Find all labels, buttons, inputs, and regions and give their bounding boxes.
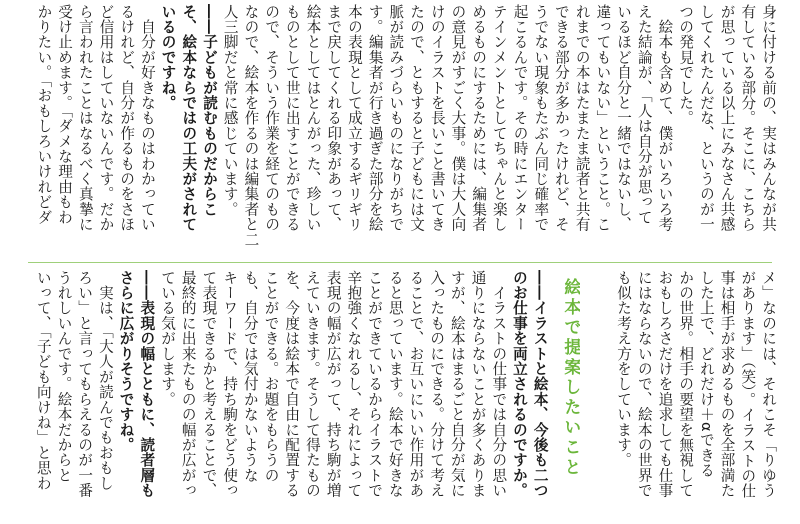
top-question-line: いるのですね。 (159, 4, 177, 111)
top-text-line: たので、ともすると子どもには文 (408, 4, 426, 232)
article-top-tier (0, 4, 800, 256)
bottom-text-line: ることで、お互いにいい作用があ (407, 270, 425, 498)
bottom-text-line: ことができる。お題をもらうの (262, 270, 280, 483)
section-divider (28, 262, 772, 263)
top-text-line: 身に付ける前の、実はみんなが共 (760, 4, 777, 232)
bottom-text-line: すが、絵本はまるごと自分が気に (448, 270, 466, 498)
article-bottom-tier (0, 270, 800, 516)
top-text-line: 有している部分。そこに、こちら (739, 4, 757, 232)
top-text-line: できる部分が多かったけれど、そ (552, 4, 570, 232)
bottom-text-line: 入ったものにできる。分けて考え (428, 270, 446, 498)
top-text-line: うでない現象もたぶん同じ確率で (532, 4, 550, 232)
bottom-text-line: ろい」と言ってもらえるのが一番 (76, 270, 94, 498)
top-text-line: つの発見でした。 (677, 4, 695, 126)
top-text-line: いるほど自分と一緒ではないし、 (615, 4, 633, 232)
bottom-text-line: ている気がします。 (159, 270, 177, 407)
top-question-line: そ、絵本ならではの工夫がされて (180, 4, 198, 232)
bottom-text-line: も似た考え方をしています。 (615, 270, 633, 468)
bottom-question-line: ――表現の幅とともに、読者層も (138, 270, 156, 498)
bottom-text-line: ると思っています。絵本で好きな (386, 270, 404, 498)
bottom-text-line: イラストの仕事では自分の思い (490, 270, 508, 498)
top-text-line: 起こるんです。その時にエンター (511, 4, 529, 232)
bottom-text-line: うれしいんです。絵本だからと (55, 270, 73, 483)
top-text-line: えた結論が、「人は自分が思って (635, 4, 653, 225)
top-text-line: 本の表現として成立するギリギリ (345, 4, 363, 232)
bottom-text-line: 最終的に出来たものの幅が広がっ (179, 270, 197, 498)
top-text-line: れまでの本はたまたま読者と共有 (573, 4, 591, 232)
top-text-line: 受け止めます。「ダメな理由もわ (56, 4, 74, 225)
section-heading: 絵本で提案したいこと (560, 278, 581, 478)
top-text-line: まで戻してくれる印象があって、 (325, 4, 343, 232)
top-text-line: なので、絵本を作るのは編集者と二 (242, 4, 260, 248)
bottom-question-line: さらに広がりそうですね。 (117, 270, 135, 453)
bottom-text-line: した上で、どれだけ＋αできる (697, 270, 715, 478)
top-text-line: 人三脚だと常に感じています。 (221, 4, 239, 217)
bottom-text-line: も、自分では気付かないような (241, 270, 259, 483)
top-text-line: 自分が好きなものはわかってい (138, 4, 156, 232)
bottom-text-line: かの世界。相手の要望を無視して (677, 270, 695, 498)
bottom-text-line: ことができているからイラストで (366, 270, 384, 498)
top-text-line: ど信用はしていないんです。だか (97, 4, 115, 232)
top-text-line: けのイラストを長いこと書いてき (428, 4, 446, 232)
bottom-text-line: キーワードで、持ち駒をどう使っ (221, 270, 239, 498)
top-text-line: かりたい。「おもしろいけれどダ (35, 4, 53, 225)
bottom-text-line: えていきます。そうして得たもの (303, 270, 321, 498)
bottom-text-line: 辛抱強くなれるし、それによって (345, 270, 363, 498)
top-text-line: す。編集者が行き過ぎた部分を絵 (366, 4, 384, 232)
top-text-line: るけれど、自分が作るものをさほ (118, 4, 136, 232)
top-text-line: めるものにするためには、編集者 (470, 4, 488, 232)
top-question-line: ――子どもが読むものだからこ (201, 4, 219, 217)
top-text-line: ので、そういう作業を経てのもの (263, 4, 281, 232)
bottom-text-line: にはならないので、絵本の世界で (635, 270, 653, 498)
top-text-line: の意見がすごく大事。僕は大人向 (449, 4, 467, 232)
bottom-question-line: ――イラストと絵本、今後も二つ (531, 270, 549, 498)
top-text-line: ら言われたことはなるべく真摯に (76, 4, 94, 232)
bottom-text-line: いって、「子ども向けね」と思わ (34, 270, 52, 491)
bottom-text-line: があります」（笑）。イラストの仕 (739, 270, 757, 499)
top-text-line: 絵本としてはとんがった、珍しい (304, 4, 322, 232)
top-text-line: 脈が読みづらいものになりがちで (387, 4, 405, 232)
column-gap (586, 270, 612, 516)
top-text-line: ものとして世に出すことができる (283, 4, 301, 232)
bottom-text-line: て表現できるかと考えることで、 (200, 270, 218, 498)
top-text-line: テインメントとしてちゃんと楽し (490, 4, 508, 232)
bottom-question-line: のお仕事を両立されるのですか。 (510, 270, 528, 498)
bottom-text-line: を、今度は絵本で自由に配置する (283, 270, 301, 498)
top-text-line: が思っている以上にみなさん共感 (718, 4, 736, 232)
bottom-text-line: 事は相手が求めるものを全部満た (718, 270, 736, 498)
top-text-line: 違ってもいない」ということ。こ (594, 4, 612, 232)
bottom-text-line: おもしろさだけを追求しても仕事 (656, 270, 674, 498)
bottom-text-line: 実は、「大人が読んでもおもし (96, 270, 114, 491)
bottom-text-line: 通りにならないことが多くありま (469, 270, 487, 498)
bottom-text-line: メ」なのには、それこそ「りゆう (760, 270, 777, 498)
top-text-line: してくれたんだな、というのが一 (697, 4, 715, 232)
bottom-text-line: 表現の幅が広がって、持ち駒が増 (324, 270, 342, 498)
top-text-line: 絵本も含めて、僕がいろいろ考 (656, 4, 674, 232)
